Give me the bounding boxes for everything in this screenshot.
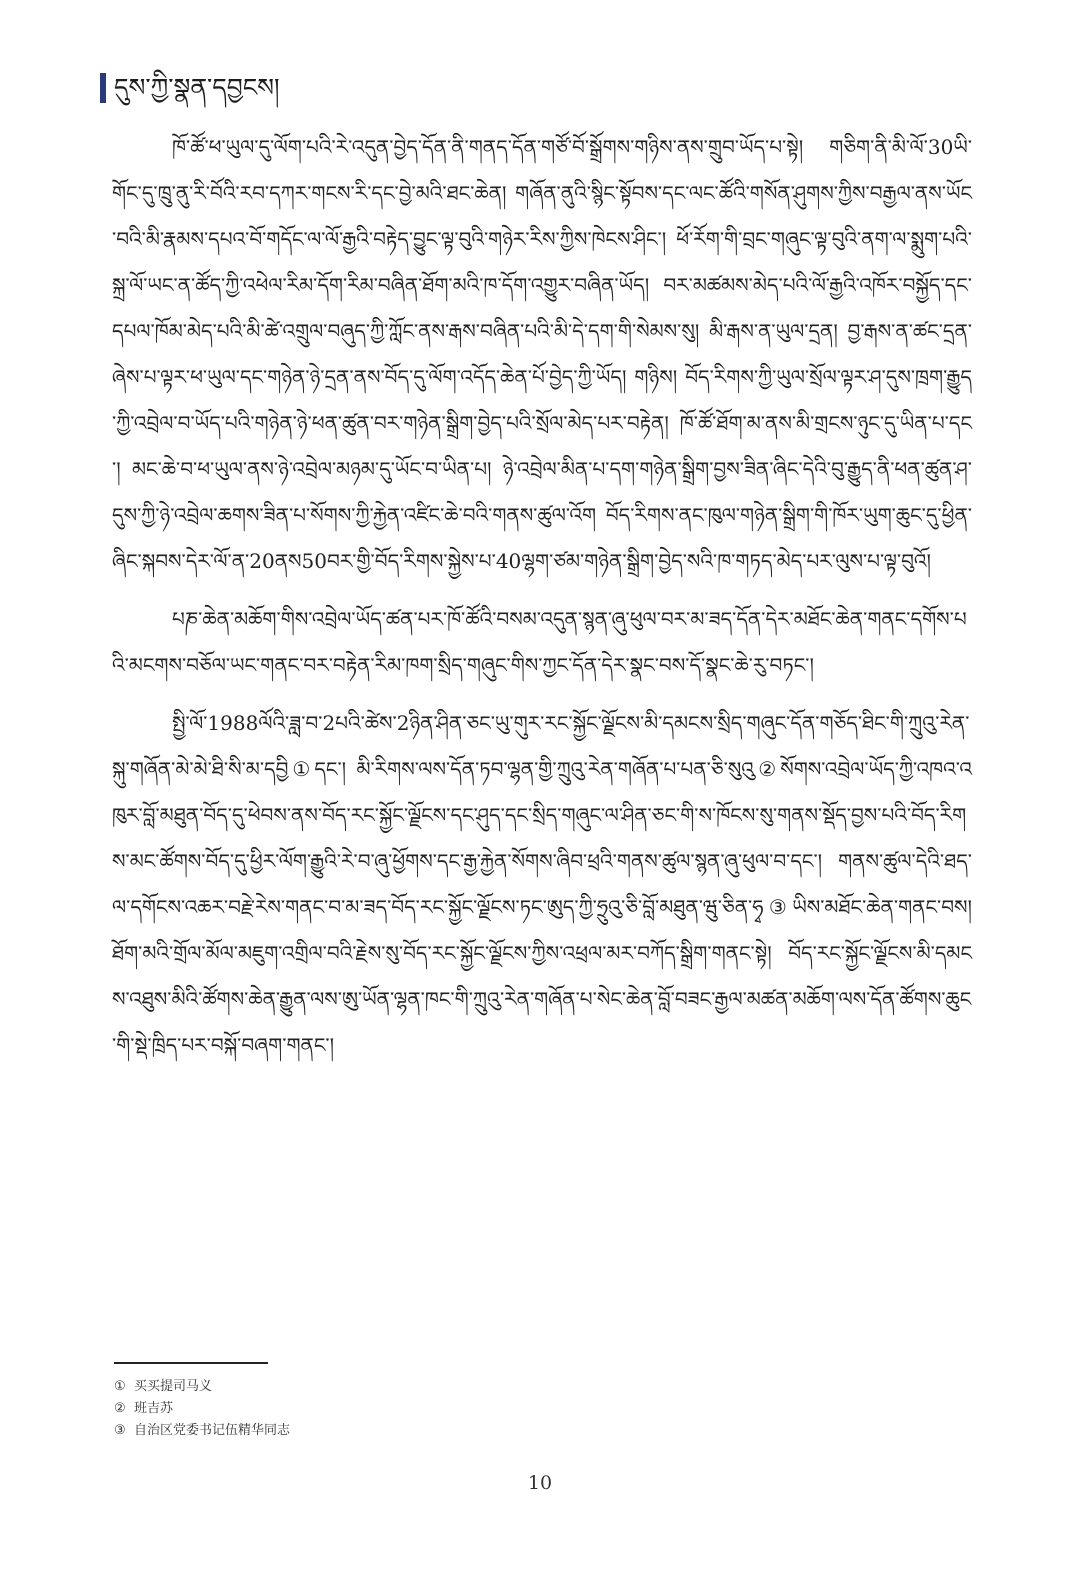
paragraph: ཁོ་ཚོ་ཕ་ཡུལ་དུ་ལོག་པའི་རེ་འདུན་བྱེད་དོན་ནི་གནད་དོན་གཙོ་བོ་སྒྲོགས་གཉིས་ནས་གྲུབ་ཡོད་པ་སྟེ། གཅིག་ནི་མི་ལོ་30ཡི་གོང་དུ་ཁྲུ་ནུ་རི་བོའི་རབ་དཀར་གངས་རི་དང་བྱེ་མའི་ཐང་ཆེན། གཞོན་ནུའི་སྙིང་སྟོབས་དང་ལང་ཚོའི་གསོན་ཤུགས་ཀྱིས་བརྒྱལ་ནས་ཡོང་བའི་མི་རྣམས་དཔའ་བོ་གདོང་ལ་ལོ་རྒྱའི་བརྟེད་བྱུང་ལྟ་བུའི་གཉེར་རིས་ཀྱིས་ཁེངས་ཤིང་། ཕོ་རོག་གི་བྲང་གཞུང་ལྟ་བུའི་ནག་ལ་སྨུག་པའི་སྐྲ་ལོ་ཡང་ན་ཚོད་ཀྱི་འཕེལ་རིམ་དོག་རིམ་བཞིན་ཐོག་མའི་ཁ་དོག་འགྱུར་བཞིན་ཡོད། བར་མཚམས་མེད་པའི་ལོ་རྒྱའི་འཁོར་བསྐྱོད་དང་དཔལ་ཁོམ་མེད་པའི་མི་ཚེ་འགྲུལ་བཞུད་ཀྱི་ཀློང་ནས་རྒས་བཞིན་པའི་མི་དེ་དག་གི་སེམས་སུ། མི་རྒས་ན་ཡུལ་དྲན། བྱ་རྒས་ན་ཚང་དྲན་ཞེས་པ་ལྟར་ཕ་ཡུལ་དང་གཉེན་ཉེ་དྲན་ནས་བོད་དུ་ལོག་འདོད་ཆེན་པོ་བྱེད་ཀྱི་ཡོད། གཉིས། བོད་རིགས་ཀྱི་ཡུལ་སྲོལ་ལྟར་ཤ་དུས་ཁྲག་རྒྱུད་ཀྱི་འབྲེལ་བ་ཡོད་པའི་གཉེན་ཉེ་ཕན་ཚུན་བར་གཉེན་སྒྲིག་བྱེད་པའི་སྲོལ་མེད་པར་བརྟེན། ཁོ་ཚོ་ཐོག་མ་ནས་མི་གྲངས་ཉུང་དུ་ཡིན་པ་དང་། མང་ཆེ་བ་ཕ་ཡུལ་ནས་ཉེ་འབྲེལ་མཉམ་དུ་ཡོང་བ་ཡིན་པ། ཉེ་འབྲེལ་མིན་པ་དག་གཉེན་སྒྲིག་བྱས་ཟིན་ཞིང་དེའི་བུ་རྒྱུད་ནི་ཕན་ཚུན་ཤ་དུས་ཀྱི་ཉེ་འབྲེལ་ཆགས་ཟིན་པ་སོགས་ཀྱི་རྐྱེན་འཛིང་ཆེ་བའི་གནས་ཚུལ་འོག བོད་རིགས་ནང་ཁུལ་གཉེན་སྒྲིག་གི་ཁོར་ཡུག་ཆུང་དུ་ཕྱིན་ཞིང་སྐབས་དེར་ལོ་ན་20ནས50བར་གྱི་བོད་རིགས་སྐྱེས་པ་40ལྷག་ཙམ་གཉེན་སྒྲིག་བྱེད་སའི་ཁ་གཏད་མེད་པར་ལུས་པ་ལྟ་བུའོ། xyxy=(112,135,972,573)
heading-accent-bar xyxy=(100,73,106,103)
footnote-divider xyxy=(114,1362,268,1364)
footnote-marker: ① xyxy=(114,1379,126,1394)
footnote-text: 买买提司马义 xyxy=(134,1379,213,1394)
footnote-item xyxy=(114,1398,290,1420)
footnote-text: 班吉苏 xyxy=(134,1401,174,1416)
page-number: 10 xyxy=(527,1472,553,1494)
footnote-text: 自治区党委书记伍精华同志 xyxy=(134,1423,291,1438)
body-text xyxy=(112,124,972,1068)
footnote-marker: ③ xyxy=(114,1423,126,1438)
paragraph: སྤྱི་ལོ་1988ལོའི་ཟླ་བ་2པའི་ཚེས་2ཉིན་ཤིན་ཅང་ཡུ་གུར་རང་སྐྱོང་ལྗོངས་མི་དམངས་སྲིད་གཞུང་དོན་གཅོད་ཐིང་གི་ཀྲུའུ་རེན་སྐུ་གཞོན་མེ་མེ་ཐི་སི་མ་དབྱི①དང་། མི་རིགས་ལས་དོན་ཏབ་ལྷན་གྱི་ཀྲུའུ་རེན་གཞོན་པ་པན་ཅི་སུའུ②སོགས་འབྲེལ་ཡོད་ཀྱི་འཁའ་འཁུར་བློ་མཐུན་བོད་དུ་ཕེབས་ནས་བོད་རང་སྐྱོང་ལྗོངས་དང་ཤུད་དང་སྲིད་གཞུང་ལ་ཤིན་ཅང་གི་ས་ཁོངས་སུ་གནས་སྡོད་བྱས་པའི་བོད་རིགས་མང་ཚོགས་བོད་དུ་ཕྱིར་ལོག་རྒྱུའི་རེ་བ་ཞུ་ཕྱོགས་དང་རྒྱ་རྐྱེན་སོགས་ཞིབ་ཕྲའི་གནས་ཚུལ་སྙན་ཞུ་ཕུལ་བ་དང་། གནས་ཚུལ་དེའི་ཐད་ལ་དགོངས་འཆར་བརྗེ་རེས་གནང་བ་མ་ཟད་བོད་རང་སྐྱོང་ལྗོངས་ཏང་ཨུད་ཀྱི་ཧྲུའུ་ཅི་བློ་མཐུན་ཝུ་ཅིན་ཧྭ③ཡིས་མཐོང་ཆེན་གནང་བས། ཐོག་མའི་གྲོལ་མོལ་མཇུག་འགྲིལ་བའི་རྗེས་སུ་བོད་རང་སྐྱོང་ལྗོངས་ཀྱིས་འཕྲལ་མར་བཀོད་སྒྲིག་གནང་སྟེ། བོད་རང་སྐྱོང་ལྗོངས་མི་དམངས་འཐུས་མིའི་ཚོགས་ཆེན་རྒྱུན་ལས་ཨུ་ཡོན་ལྷན་ཁང་གི་ཀྲུའུ་རེན་གཞོན་པ་སེང་ཆེན་བློ་བཟང་རྒྱལ་མཚན་མཆོག་ལས་དོན་ཚོགས་ཆུང་གི་སྡེ་ཁྲིད་པར་བསྐོ་བཞག་གནང་། xyxy=(112,711,972,1057)
section-heading-text: དུས་ཀྱི་སྣན་དབྱངས། xyxy=(114,73,280,102)
footnote-marker: ② xyxy=(114,1401,126,1416)
section-heading xyxy=(100,72,280,104)
footnote-item xyxy=(114,1420,290,1442)
footnotes xyxy=(114,1376,290,1442)
paragraph: པཎ་ཆེན་མཆོག་གིས་འབྲེལ་ཡོད་ཚན་པར་ཁོ་ཚོའི་བསམ་འདུན་སྙན་ཞུ་ཕུལ་བར་མ་ཟད་དོན་དེར་མཐོང་ཆེན་གནང་དགོས་པའི་མངགས་བཅོལ་ཡང་གནང་བར་བརྟེན་རིམ་ཁག་སྲིད་གཞུང་གིས་ཀྱང་དོན་དེར་སྣང་བས་དོ་སྣང་ཆེ་རུ་བཏང་། xyxy=(112,607,967,677)
footnote-item xyxy=(114,1376,290,1398)
